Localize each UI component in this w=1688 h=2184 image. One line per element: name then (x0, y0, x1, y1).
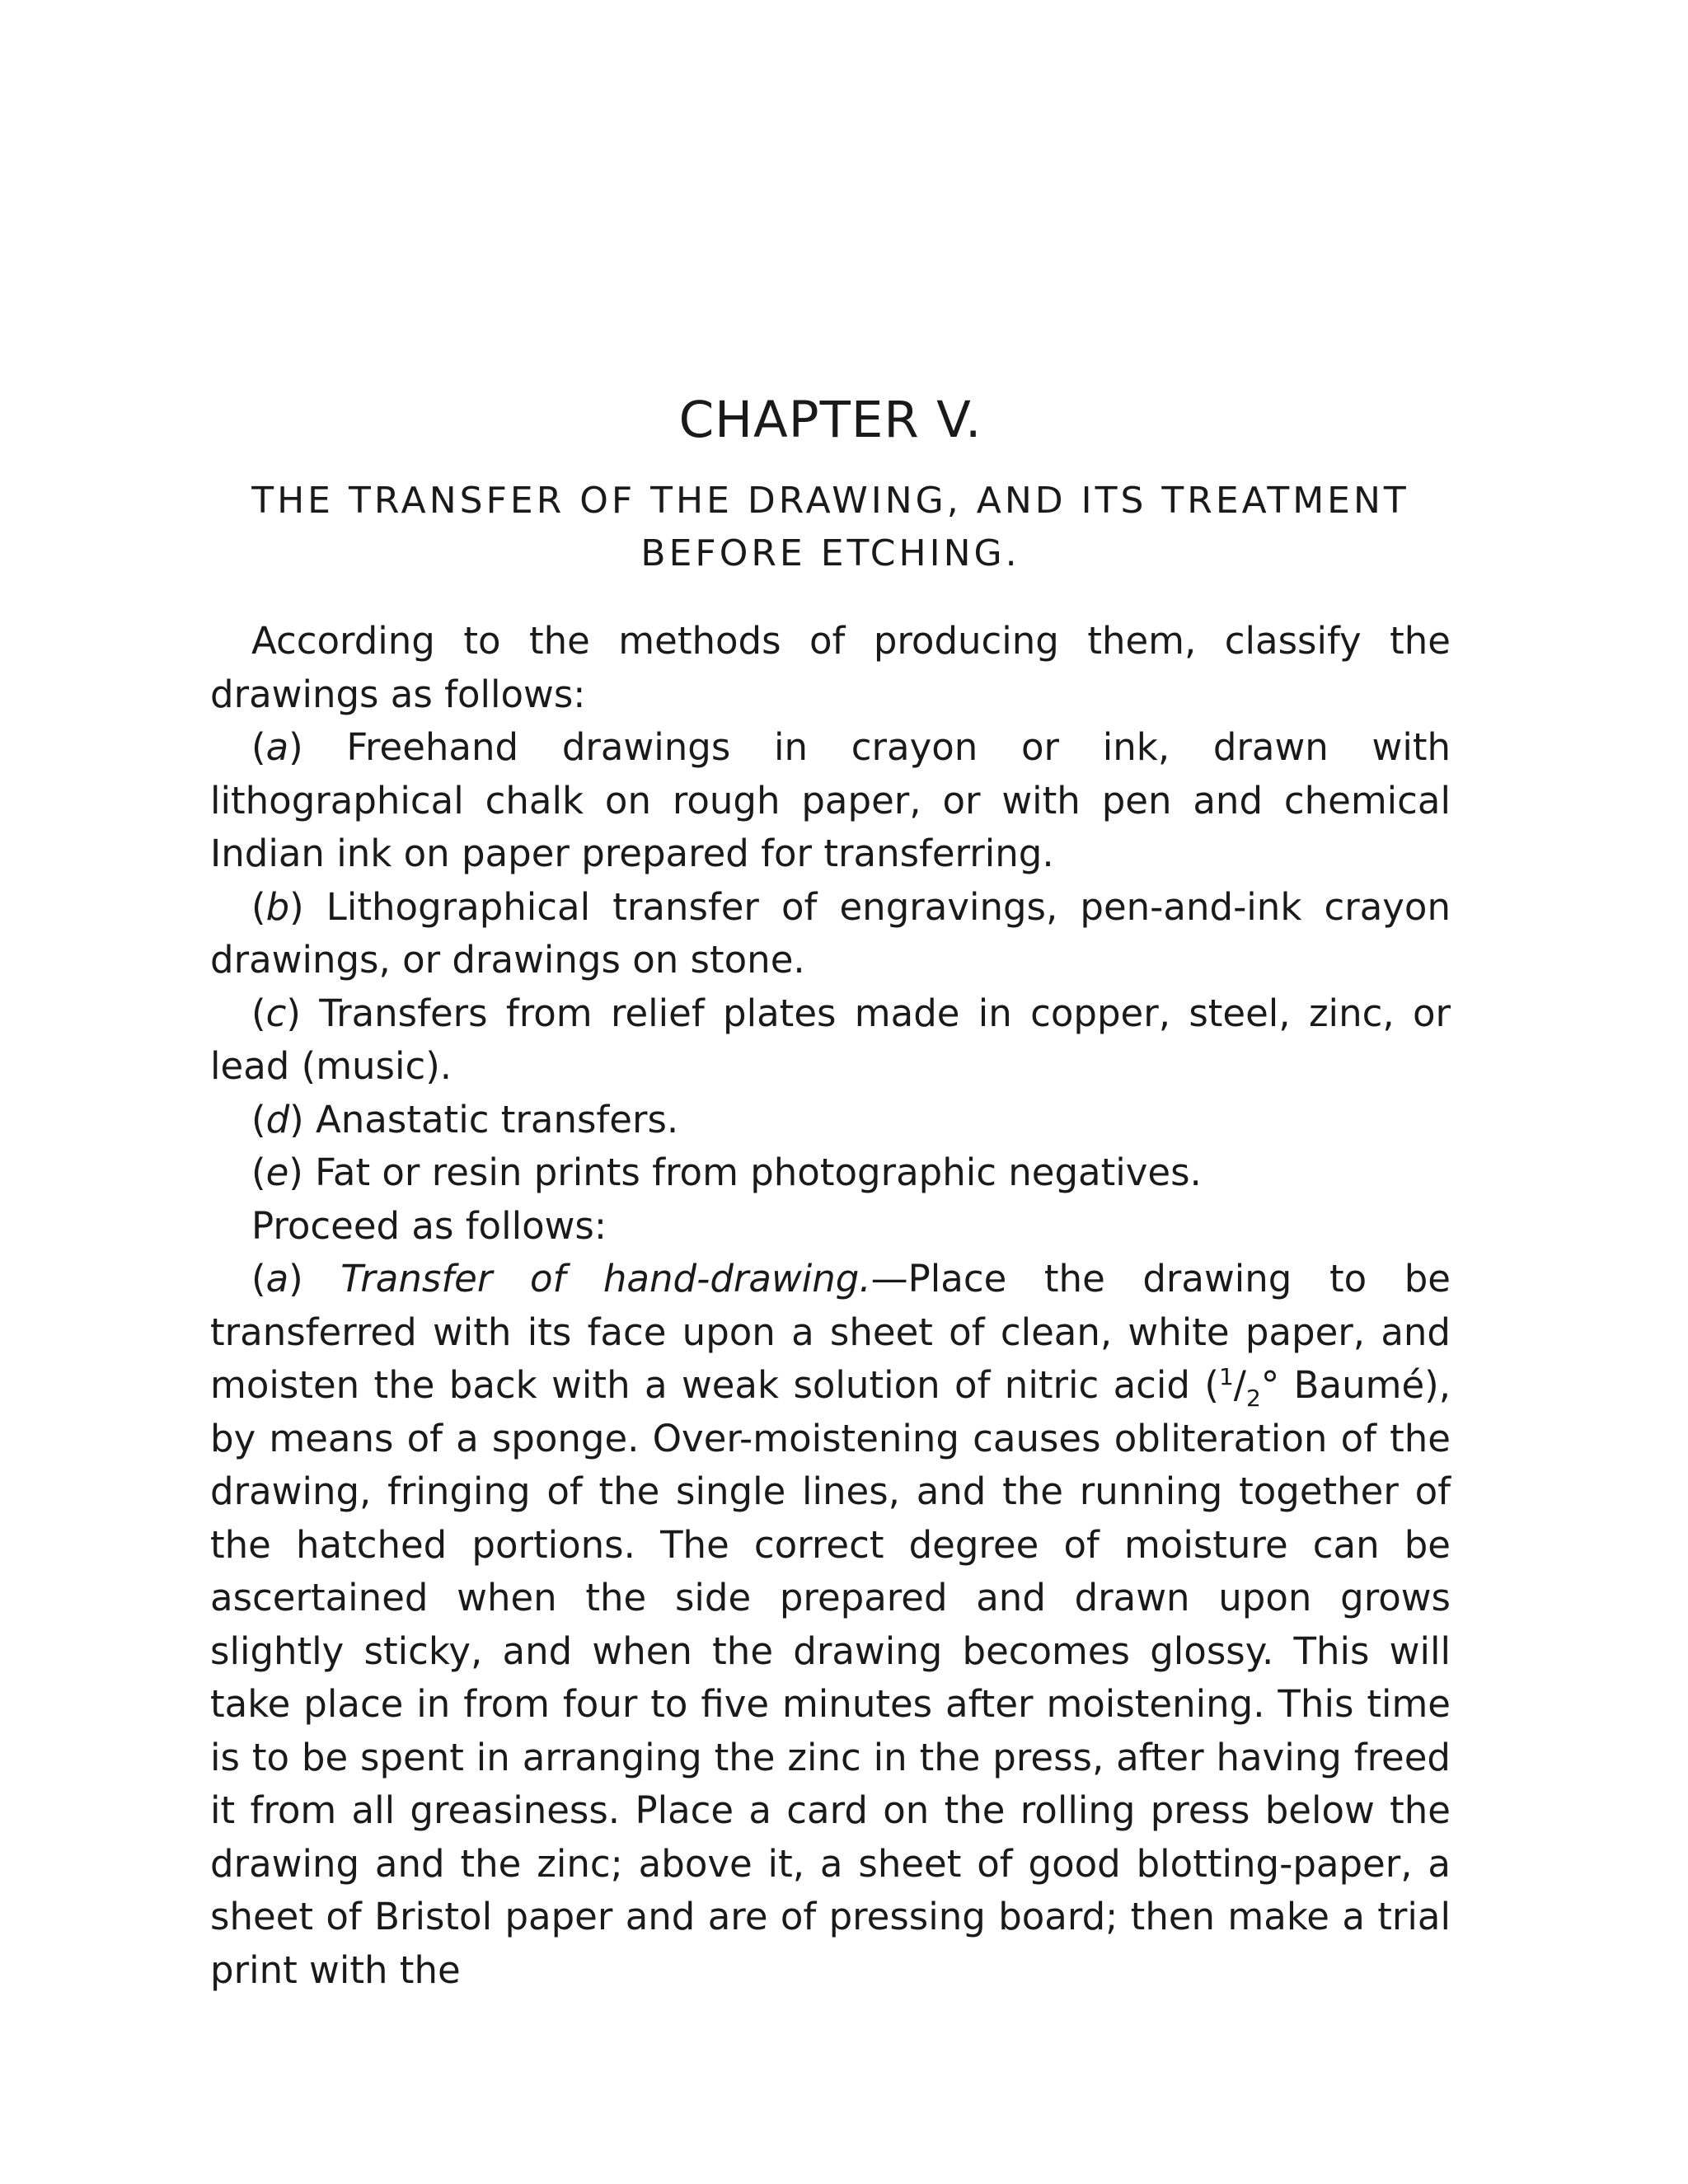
procedure-text-1: —Place the drawing to be transferred with its face upon a sheet of clean, white paper, and moisten the back with a weak solution of nitric acid ( (210, 1257, 1451, 1407)
class-text-d: Anastatic transfers. (303, 1097, 679, 1141)
class-text-a: Freehand drawings in crayon or ink, drawn with lithographical chalk on rough paper, or with pen and chemical Indian ink on paper prepared for transferring. (210, 725, 1451, 875)
intro-paragraph: According to the methods of producing them, classify the drawings as follows: (210, 619, 1451, 716)
class-text-c: Transfers from relief plates made in copper, steel, zinc, or lead (music). (210, 991, 1451, 1088)
fraction-denominator: 2 (1245, 1385, 1261, 1412)
class-letter-a: a (265, 725, 289, 769)
procedure-paragraph: (a) Transfer of hand-drawing.—Place the drawing to be transferred with its face upon a sheet of clean, white paper, and moisten the back with a weak solution of nitric acid ($^1/_2^\circ$ Baumé), by means of a sponge. Over-moistening causes obliteration of the drawing, fringing of the single lines, and the running together of the hatched portions. The correct degree of moisture can be ascertained when the side prepared and drawn upon grows slightly sticky, and when the drawing becomes glossy. This will take place in from four to five minutes after moistening. This time is to be spent in arranging the zinc in the press, after having freed it from all greasiness. Place a card on the rolling press below the drawing and the zinc; above it, a sheet of good blotting-paper, a sheet of Bristol paper and are of pressing board; then make a trial print with the (210, 1257, 1451, 1992)
chapter-subtitle (210, 475, 1451, 580)
fraction-slash: / (1233, 1363, 1246, 1407)
chapter-title: CHAPTER V. (678, 391, 982, 449)
proceed-paragraph: Proceed as follows: (251, 1203, 607, 1248)
class-letter-e: e (265, 1151, 289, 1194)
class-item-b: (b) Lithographical transfer of engravings, pen-and-ink crayon drawings, or drawings on stone. (210, 884, 1451, 982)
procedure-letter: a (265, 1257, 289, 1301)
class-item-c: (c) Transfers from relief plates made in copper, steel, zinc, or lead (music). (210, 991, 1451, 1088)
chapter-subtitle-line-2: BEFORE ETCHING. (640, 532, 1020, 574)
class-item-d: (d) Anastatic transfers. (251, 1097, 679, 1141)
chapter-body (210, 615, 1451, 1997)
chapter-subtitle-line-1: THE TRANSFER OF THE DRAWING, AND ITS TREATMENT (251, 480, 1409, 522)
class-text-b: Lithographical transfer of engravings, pen-and-ink crayon drawings, or drawings on stone. (210, 884, 1451, 982)
class-letter-c: c (265, 991, 287, 1035)
procedure-heading: Transfer of hand-drawing. (340, 1257, 871, 1301)
class-item-a: (a) Freehand drawings in crayon or ink, drawn with lithographical chalk on rough paper, or with pen and chemical Indian ink on paper prepared for transferring. (210, 725, 1451, 875)
class-letter-d: d (265, 1097, 290, 1141)
book-page (210, 387, 1451, 1997)
fraction-numerator: 1 (1218, 1363, 1234, 1390)
class-letter-b: b (265, 884, 290, 929)
class-item-e: (e) Fat or resin prints from photographic negatives. (251, 1151, 1202, 1194)
class-text-e: Fat or resin prints from photographic negatives. (302, 1151, 1202, 1194)
procedure-text-2: ° Baumé), by means of a sponge. Over-moistening causes obliteration of the drawing, fringing of the single lines, and the running together of the hatched portions. The correct degree of moisture can be ascertained when the side prepared and drawn upon grows slightly sticky, and when the drawing becomes glossy. This will take place in from four to five minutes after moistening. This time is to be spent in arranging the zinc in the press, after having freed it from all greasiness. Place a card on the rolling press below the drawing and the zinc; above it, a sheet of good blotting-paper, a sheet of Bristol paper and are of pressing board; then make a trial print with the (210, 1363, 1451, 1992)
